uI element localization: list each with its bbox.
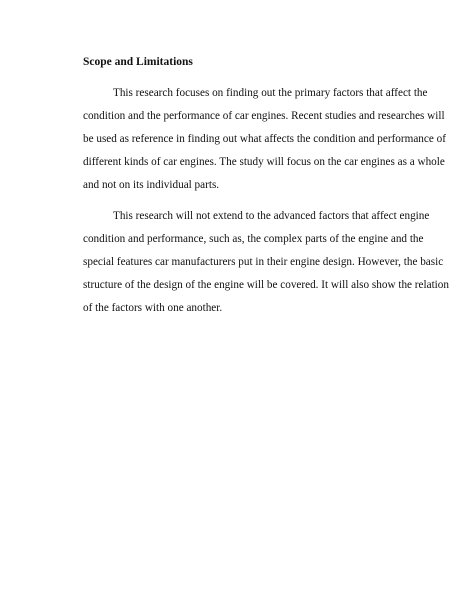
paragraph-line: This research will not extend to the advanced factors that affect engine	[113, 210, 430, 222]
paragraph-line: special features car manufacturers put in their engine design. However, the basic	[83, 256, 444, 268]
paragraph-line: This research focuses on finding out the primary factors that affect the	[113, 87, 428, 99]
paragraph-line: different kinds of car engines. The study will focus on the car engines as a whole	[83, 156, 445, 168]
paragraph-line: condition and performance, such as, the complex parts of the engine and the	[83, 233, 424, 245]
paragraph-line: and not on its individual parts.	[83, 179, 220, 191]
paragraph-line: condition and the performance of car engines. Recent studies and researches will	[83, 110, 445, 122]
paragraph-line: be used as reference in finding out what affects the condition and performance of	[83, 133, 446, 145]
section-heading: Scope and Limitations	[83, 56, 193, 68]
paragraph-line: structure of the design of the engine will be covered. It will also show the relation	[83, 279, 449, 291]
paragraph-line: of the factors with one another.	[83, 302, 223, 314]
